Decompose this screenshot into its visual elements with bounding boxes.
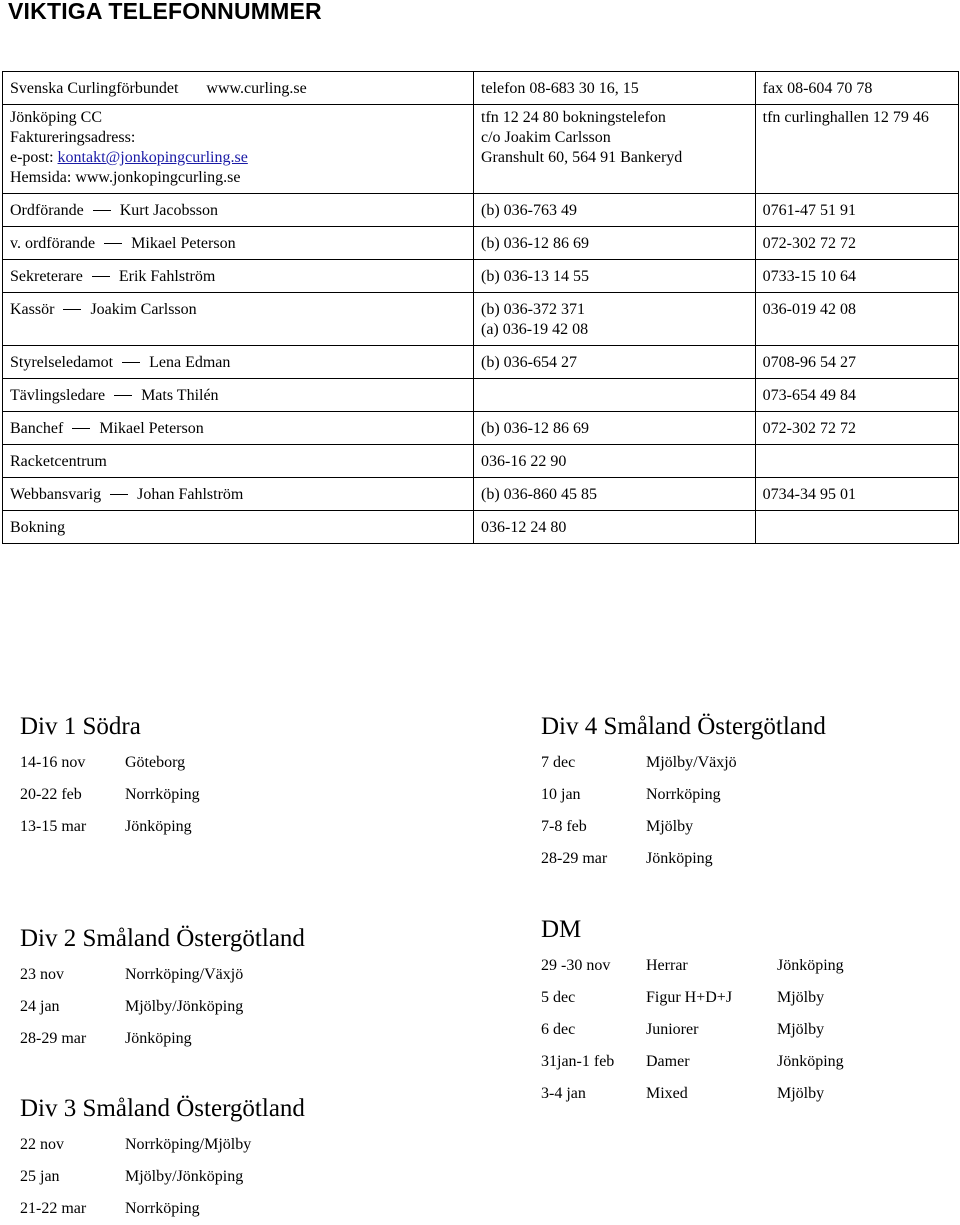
contact-role: Racketcentrum (10, 453, 107, 470)
schedule-place: Norrköping (125, 786, 200, 803)
dm-place: Mjölby (777, 989, 825, 1006)
div3-schedule (20, 1094, 305, 1225)
contact-home-phone: (b) 036-763 49 (481, 202, 577, 219)
page-title: VIKTIGA TELEFONNUMMER (8, 0, 322, 24)
schedule-row (541, 811, 826, 843)
dash-separator (72, 428, 90, 429)
dm-row (541, 1014, 844, 1046)
schedule-place: Göteborg (125, 754, 186, 771)
schedule-date: 7-8 feb (541, 818, 587, 835)
contact-row (3, 511, 959, 544)
dm-event: Damer (646, 1053, 690, 1070)
contact-role: Styrelseledamot (10, 354, 114, 371)
dash-separator (93, 210, 111, 211)
schedule-date: 22 nov (20, 1136, 64, 1153)
schedule-place: Norrköping/Mjölby (125, 1136, 252, 1153)
dm-date: 3-4 jan (541, 1085, 586, 1102)
schedule-date: 24 jan (20, 998, 60, 1015)
dm-date: 31jan-1 feb (541, 1053, 615, 1070)
contact-mobile: 072-302 72 72 (762, 420, 856, 437)
dash-separator (63, 309, 81, 310)
club-address: Granshult 60, 564 91 Bankeryd (481, 149, 683, 166)
schedule-row (20, 959, 305, 991)
div1-title: Div 1 Södra (20, 713, 141, 740)
schedule-row (20, 1129, 305, 1161)
dm-event: Mixed (646, 1085, 688, 1102)
dm-place: Jönköping (777, 957, 844, 974)
email-link[interactable]: kontakt@jonkopingcurling.se (57, 149, 248, 166)
federation-fax: fax 08-604 70 78 (762, 80, 873, 97)
dm-event: Herrar (646, 957, 688, 974)
phone-table (2, 71, 959, 544)
contact-mobile: 036-019 42 08 (762, 301, 856, 318)
contact-name: Mikael Peterson (99, 420, 204, 437)
contact-name: Kurt Jacobsson (119, 202, 218, 219)
federation-row (3, 72, 959, 105)
schedule-date: 21-22 mar (20, 1200, 87, 1217)
dm-event: Juniorer (646, 1021, 699, 1038)
schedule-date: 10 jan (541, 786, 581, 803)
dm-event: Figur H+D+J (646, 989, 733, 1006)
homepage: Hemsida: www.jonkopingcurling.se (10, 169, 241, 186)
contact-name: Joakim Carlsson (90, 301, 197, 318)
dm-schedule (541, 915, 844, 1110)
schedule-date: 20-22 feb (20, 786, 82, 803)
schedule-place: Mjölby/Jönköping (125, 1168, 244, 1185)
contact-name: Mats Thilén (141, 387, 219, 404)
dm-place: Jönköping (777, 1053, 844, 1070)
div4-title: Div 4 Småland Östergötland (541, 713, 826, 740)
schedule-row (20, 1023, 305, 1055)
schedule-date: 14-16 nov (20, 754, 86, 771)
contact-home-phone: (b) 036-860 45 85 (481, 486, 597, 503)
schedule-place: Norrköping/Växjö (125, 966, 244, 983)
dm-row (541, 982, 844, 1014)
contact-row (3, 227, 959, 260)
dash-separator (114, 395, 132, 396)
contact-row (3, 260, 959, 293)
hall-phone: tfn curlinghallen 12 79 46 (762, 109, 929, 126)
schedule-row (20, 1193, 305, 1225)
contact-mobile: 0733-15 10 64 (762, 268, 856, 285)
div2-title: Div 2 Småland Östergötland (20, 925, 305, 952)
schedule-row (20, 779, 200, 811)
dm-row (541, 950, 844, 982)
contact-home-phone: (b) 036-12 86 69 (481, 235, 589, 252)
contact-row (3, 445, 959, 478)
contact-role: Banchef (10, 420, 64, 437)
schedule-date: 28-29 mar (20, 1030, 87, 1047)
club-address-co: c/o Joakim Carlsson (481, 129, 611, 146)
contact-row (3, 379, 959, 412)
dm-title: DM (541, 916, 582, 943)
club-name: Jönköping CC (10, 109, 103, 126)
contact-mobile: 0734-34 95 01 (762, 486, 856, 503)
contact-name: Lena Edman (149, 354, 231, 371)
contact-role: Kassör (10, 301, 55, 318)
dm-date: 5 dec (541, 989, 576, 1006)
contact-role: Ordförande (10, 202, 84, 219)
contact-role: v. ordförande (10, 235, 96, 252)
schedule-row (541, 779, 826, 811)
schedule-place: Mjölby (646, 818, 694, 835)
club-phone: tfn 12 24 80 bokningstelefon (481, 109, 666, 126)
contact-mobile: 0708-96 54 27 (762, 354, 856, 371)
schedule-date: 28-29 mar (541, 850, 608, 867)
contact-row (3, 478, 959, 511)
schedule-place: Jönköping (125, 818, 192, 835)
dm-date: 29 -30 nov (541, 957, 611, 974)
schedule-row (541, 747, 826, 779)
schedule-date: 25 jan (20, 1168, 60, 1185)
contact-home-phone: (b) 036-12 86 69 (481, 420, 589, 437)
dash-separator (92, 276, 110, 277)
dash-separator (110, 494, 128, 495)
billing-label: Faktureringsadress: (10, 129, 136, 146)
contact-mobile: 072-302 72 72 (762, 235, 856, 252)
schedule-place: Norrköping (646, 786, 721, 803)
dm-place: Mjölby (777, 1021, 825, 1038)
contact-role: Bokning (10, 519, 66, 536)
federation-phone: telefon 08-683 30 16, 15 (481, 80, 639, 97)
contact-work-phone: (a) 036-19 42 08 (481, 321, 589, 338)
contact-mobile: 073-654 49 84 (762, 387, 856, 404)
div3-title: Div 3 Småland Östergötland (20, 1095, 305, 1122)
contact-role: Webbansvarig (10, 486, 102, 503)
contact-home-phone: (b) 036-372 371 (481, 301, 585, 318)
contact-name: Erik Fahlström (118, 268, 216, 285)
dm-row (541, 1078, 844, 1110)
div1-schedule (20, 712, 200, 843)
contact-name: Johan Fahlström (137, 486, 244, 503)
federation-web: www.curling.se (206, 80, 307, 97)
contact-row (3, 346, 959, 379)
contact-role: Sekreterare (10, 268, 83, 285)
schedule-place: Mjölby/Växjö (646, 754, 737, 771)
contact-home-phone: 036-12 24 80 (481, 519, 567, 536)
dash-separator (122, 362, 140, 363)
schedule-place: Norrköping (125, 1200, 200, 1217)
schedule-row (20, 811, 200, 843)
federation-name: Svenska Curlingförbundet (10, 80, 179, 97)
dm-row (541, 1046, 844, 1078)
schedule-row (20, 747, 200, 779)
contact-home-phone: (b) 036-13 14 55 (481, 268, 589, 285)
dm-date: 6 dec (541, 1021, 576, 1038)
schedule-row (541, 843, 826, 875)
club-row (3, 105, 959, 194)
schedule-row (20, 1161, 305, 1193)
contact-row (3, 412, 959, 445)
schedule-date: 13-15 mar (20, 818, 87, 835)
contact-home-phone: (b) 036-654 27 (481, 354, 577, 371)
contact-home-phone: 036-16 22 90 (481, 453, 567, 470)
schedule-date: 23 nov (20, 966, 64, 983)
div4-schedule (541, 712, 826, 875)
schedule-place: Mjölby/Jönköping (125, 998, 244, 1015)
dm-place: Mjölby (777, 1085, 825, 1102)
div2-schedule (20, 924, 305, 1055)
schedule-date: 7 dec (541, 754, 576, 771)
contact-row (3, 293, 959, 346)
contact-row (3, 194, 959, 227)
contact-role: Tävlingsledare (10, 387, 106, 404)
contact-name: Mikael Peterson (131, 235, 236, 252)
contact-mobile: 0761-47 51 91 (762, 202, 856, 219)
dash-separator (104, 243, 122, 244)
schedule-place: Jönköping (125, 1030, 192, 1047)
schedule-row (20, 991, 305, 1023)
email-label: e-post: (10, 149, 54, 166)
schedule-place: Jönköping (646, 850, 713, 867)
